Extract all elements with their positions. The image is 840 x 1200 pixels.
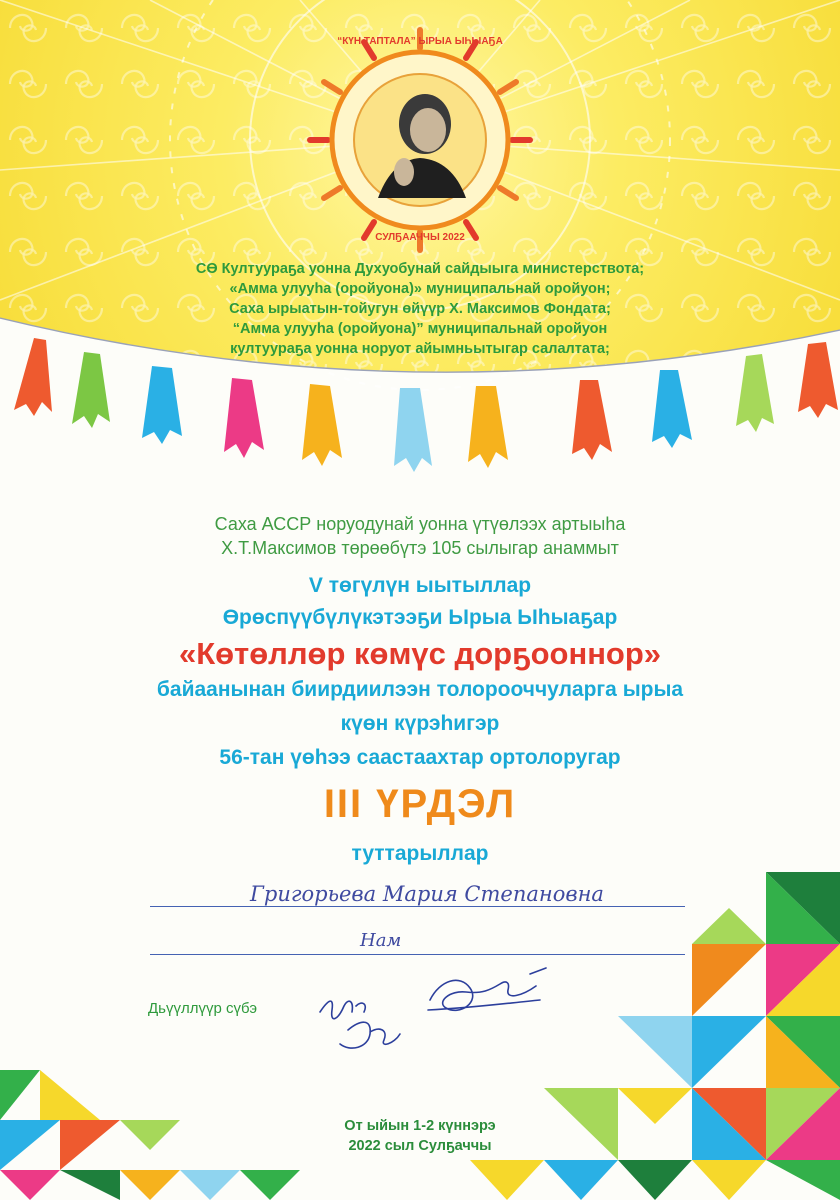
organizer-line: Саха ырыатын-тойугун өйүүр Х. Максимов Фондата;	[229, 301, 611, 317]
event-line: V төгүлүн ыытыллар	[308, 574, 532, 597]
garland-flag	[72, 352, 110, 428]
garland-flag	[468, 386, 508, 468]
organizer-line: култуураҕа уонна норуот айымньытыгар салалтата;	[230, 341, 610, 357]
recipient-extra: Нам	[360, 930, 402, 951]
degree-title: III ҮРДЭЛ	[323, 782, 517, 826]
organizer-line: «Амма улууһа (оройуона)» муниципальнай оройуон;	[229, 281, 611, 297]
dedication-line: Саха АССР норуодунай уонна үтүөлээх артыыһа	[214, 514, 626, 534]
garland-flag	[302, 384, 342, 466]
garland-flag	[736, 354, 774, 432]
award-line: 56-тан үөһээ саастаахтар ортолоругар	[219, 746, 621, 769]
recipient-name: Григорьева Мария Степановна	[250, 882, 604, 906]
footer-date: От ыйын 1-2 күннэрэ	[344, 1118, 496, 1134]
garland-flag	[652, 370, 692, 448]
garland-flag	[394, 388, 432, 472]
logo-ring-text: “КҮН ТАПТАЛА” ЫРЫА ЫҺЫАҔА	[337, 36, 503, 47]
garland-flag	[142, 366, 182, 444]
logo-bottom-text: СУЛҔААЧЧЫ 2022	[375, 232, 465, 243]
recipient-underline	[150, 906, 685, 907]
awarded-label: туттарыллар	[351, 842, 489, 865]
organizer-line: “Амма улууһа (оройуона)” муниципальнай оройуон	[232, 321, 608, 337]
organizer-line: СӨ Култуураҕа уонна Духуобунай сайдыыга министерствота;	[195, 261, 645, 277]
recipient-extra-underline	[150, 954, 685, 955]
footer-year-place: 2022 сыл Сулҕаччы	[348, 1138, 492, 1154]
garland-flag	[224, 378, 264, 458]
jury-signatures	[310, 960, 570, 1060]
nomination-title: «Көтөллөр көмүс дорҕооннор»	[178, 636, 662, 671]
dedication-line: Х.Т.Максимов төрөөбүтэ 105 сылыгар анаммыт	[221, 538, 619, 558]
award-line: байаанынан биирдиилээн толорооччуларга ырыа	[156, 678, 684, 701]
jury-label: Дьүүллүүр сүбэ	[148, 1000, 258, 1017]
garland-flag	[572, 380, 612, 460]
event-line: Өрөспүүбүлүкэтээҕи Ырыа Ыһыаҕар	[222, 606, 618, 629]
award-line: күөн күрэһигэр	[340, 712, 500, 735]
